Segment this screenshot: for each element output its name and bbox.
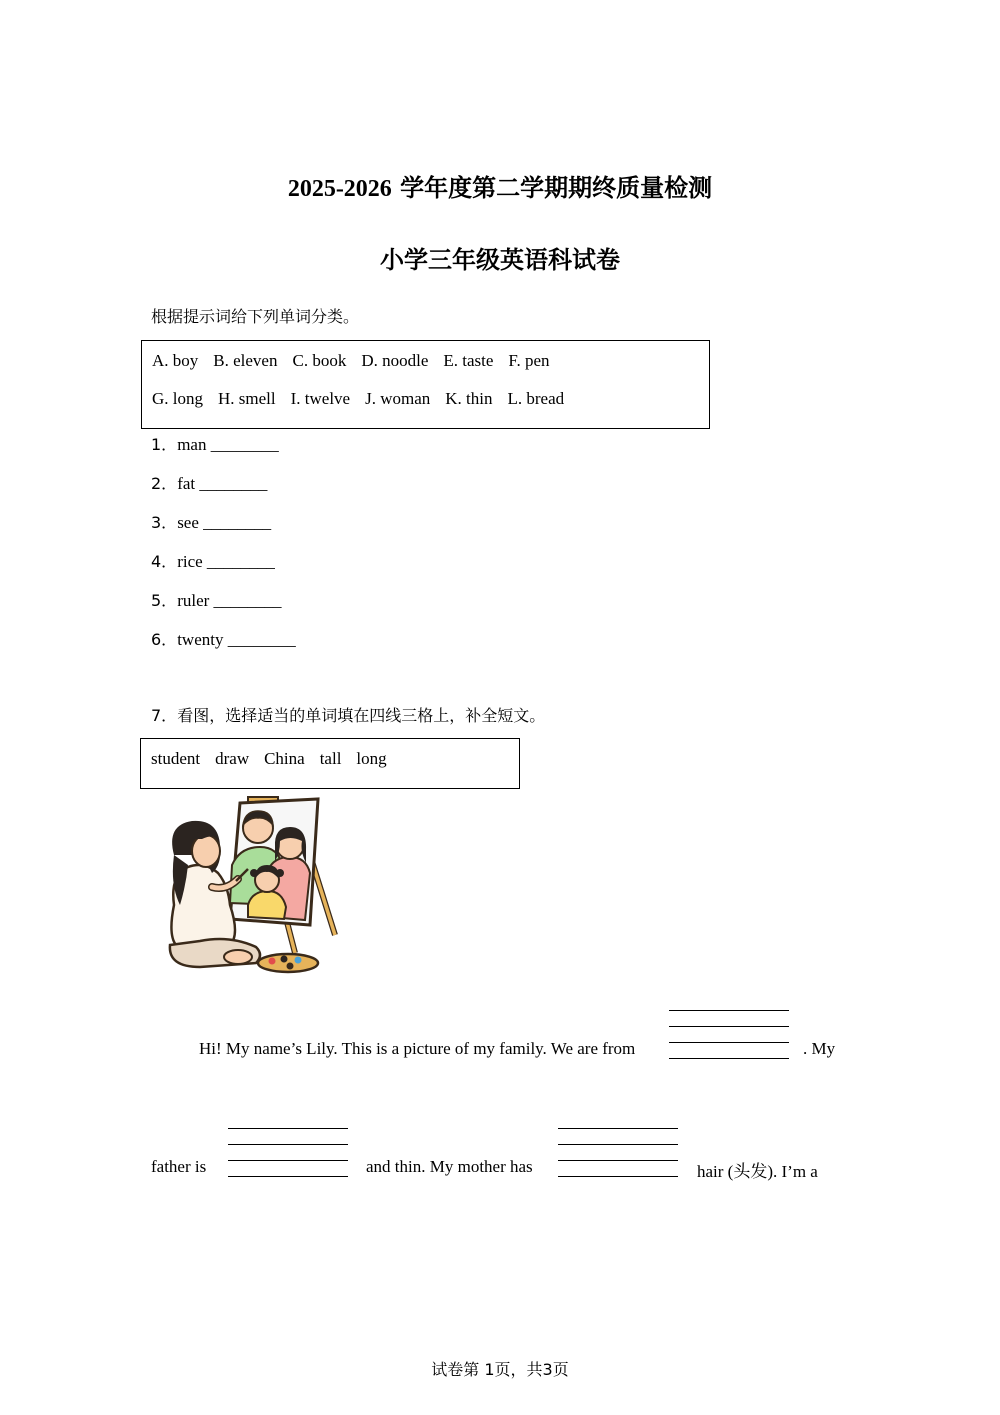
question-number: 4． <box>151 552 178 571</box>
fill-blank-tall[interactable] <box>228 1128 348 1176</box>
word-option: A. boy <box>152 351 199 370</box>
passage-line-2-middle: and thin. My mother has <box>366 1157 533 1176</box>
word-option: H. smell <box>218 389 276 408</box>
passage-line-1-end: . My <box>803 1039 836 1058</box>
word-option: C. book <box>292 351 347 370</box>
passage-line-2-end: hair (头发). I’m a <box>697 1162 818 1181</box>
word-bank-item: long <box>356 749 387 768</box>
question-number: 1． <box>151 435 178 454</box>
question-number: 7． <box>151 706 178 725</box>
question-number: 2． <box>151 474 178 493</box>
question-1 <box>151 432 279 455</box>
question-6 <box>151 627 296 650</box>
question-number: 3． <box>151 513 178 532</box>
question-text: fat ________ <box>177 474 268 493</box>
exam-subtitle: 小学三年级英语科试卷 <box>380 246 620 274</box>
girl-painting-family-illustration <box>160 795 340 980</box>
question-text: twenty ________ <box>177 630 296 649</box>
section1-instruction: 根据提示词给下列单词分类。 <box>151 307 360 326</box>
question-text: see ________ <box>177 513 272 532</box>
word-options-row-2 <box>152 389 579 409</box>
page-number: 试卷第 1页，共3页 <box>431 1360 569 1379</box>
word-option: B. eleven <box>213 351 278 370</box>
word-option: L. bread <box>507 389 565 408</box>
question-7-instruction <box>151 703 545 726</box>
fill-blank-china[interactable] <box>669 1010 789 1058</box>
passage-line-1-text: Hi! My name’s Lily. This is a picture of my family. We are from <box>199 1039 636 1058</box>
word-bank-item: tall <box>319 749 342 768</box>
question-7-text: 看图，选择适当的单词填在四线三格上，补全短文。 <box>177 706 546 725</box>
word-option: I. twelve <box>290 389 351 408</box>
passage-line-2-start: father is <box>151 1157 207 1176</box>
question-text: rice ________ <box>177 552 275 571</box>
word-option: F. pen <box>508 351 550 370</box>
word-bank-item: China <box>264 749 305 768</box>
question-3 <box>151 510 271 533</box>
exam-title-text: 学年度第二学期期终质量检测 <box>400 174 713 202</box>
word-options-box <box>141 340 710 429</box>
word-option: J. woman <box>365 389 431 408</box>
fill-blank-long[interactable] <box>558 1128 678 1176</box>
question-4 <box>151 549 275 572</box>
word-option: G. long <box>152 389 203 408</box>
question-text: ruler ________ <box>177 591 282 610</box>
word-option: D. noodle <box>361 351 429 370</box>
word-bank-item: student <box>151 749 201 768</box>
question-number: 6． <box>151 630 178 649</box>
question-text: man ________ <box>177 435 279 454</box>
question-2 <box>151 471 267 494</box>
word-option: E. taste <box>443 351 494 370</box>
word-option: K. thin <box>445 389 493 408</box>
exam-title <box>0 168 1000 203</box>
exam-title-year: 2025-2026 <box>287 176 392 202</box>
word-bank-box <box>140 738 520 789</box>
word-options-row-1 <box>152 351 565 371</box>
question-number: 5． <box>151 591 178 610</box>
question-5 <box>151 588 282 611</box>
word-bank-item: draw <box>215 749 250 768</box>
word-bank-row <box>151 749 402 769</box>
